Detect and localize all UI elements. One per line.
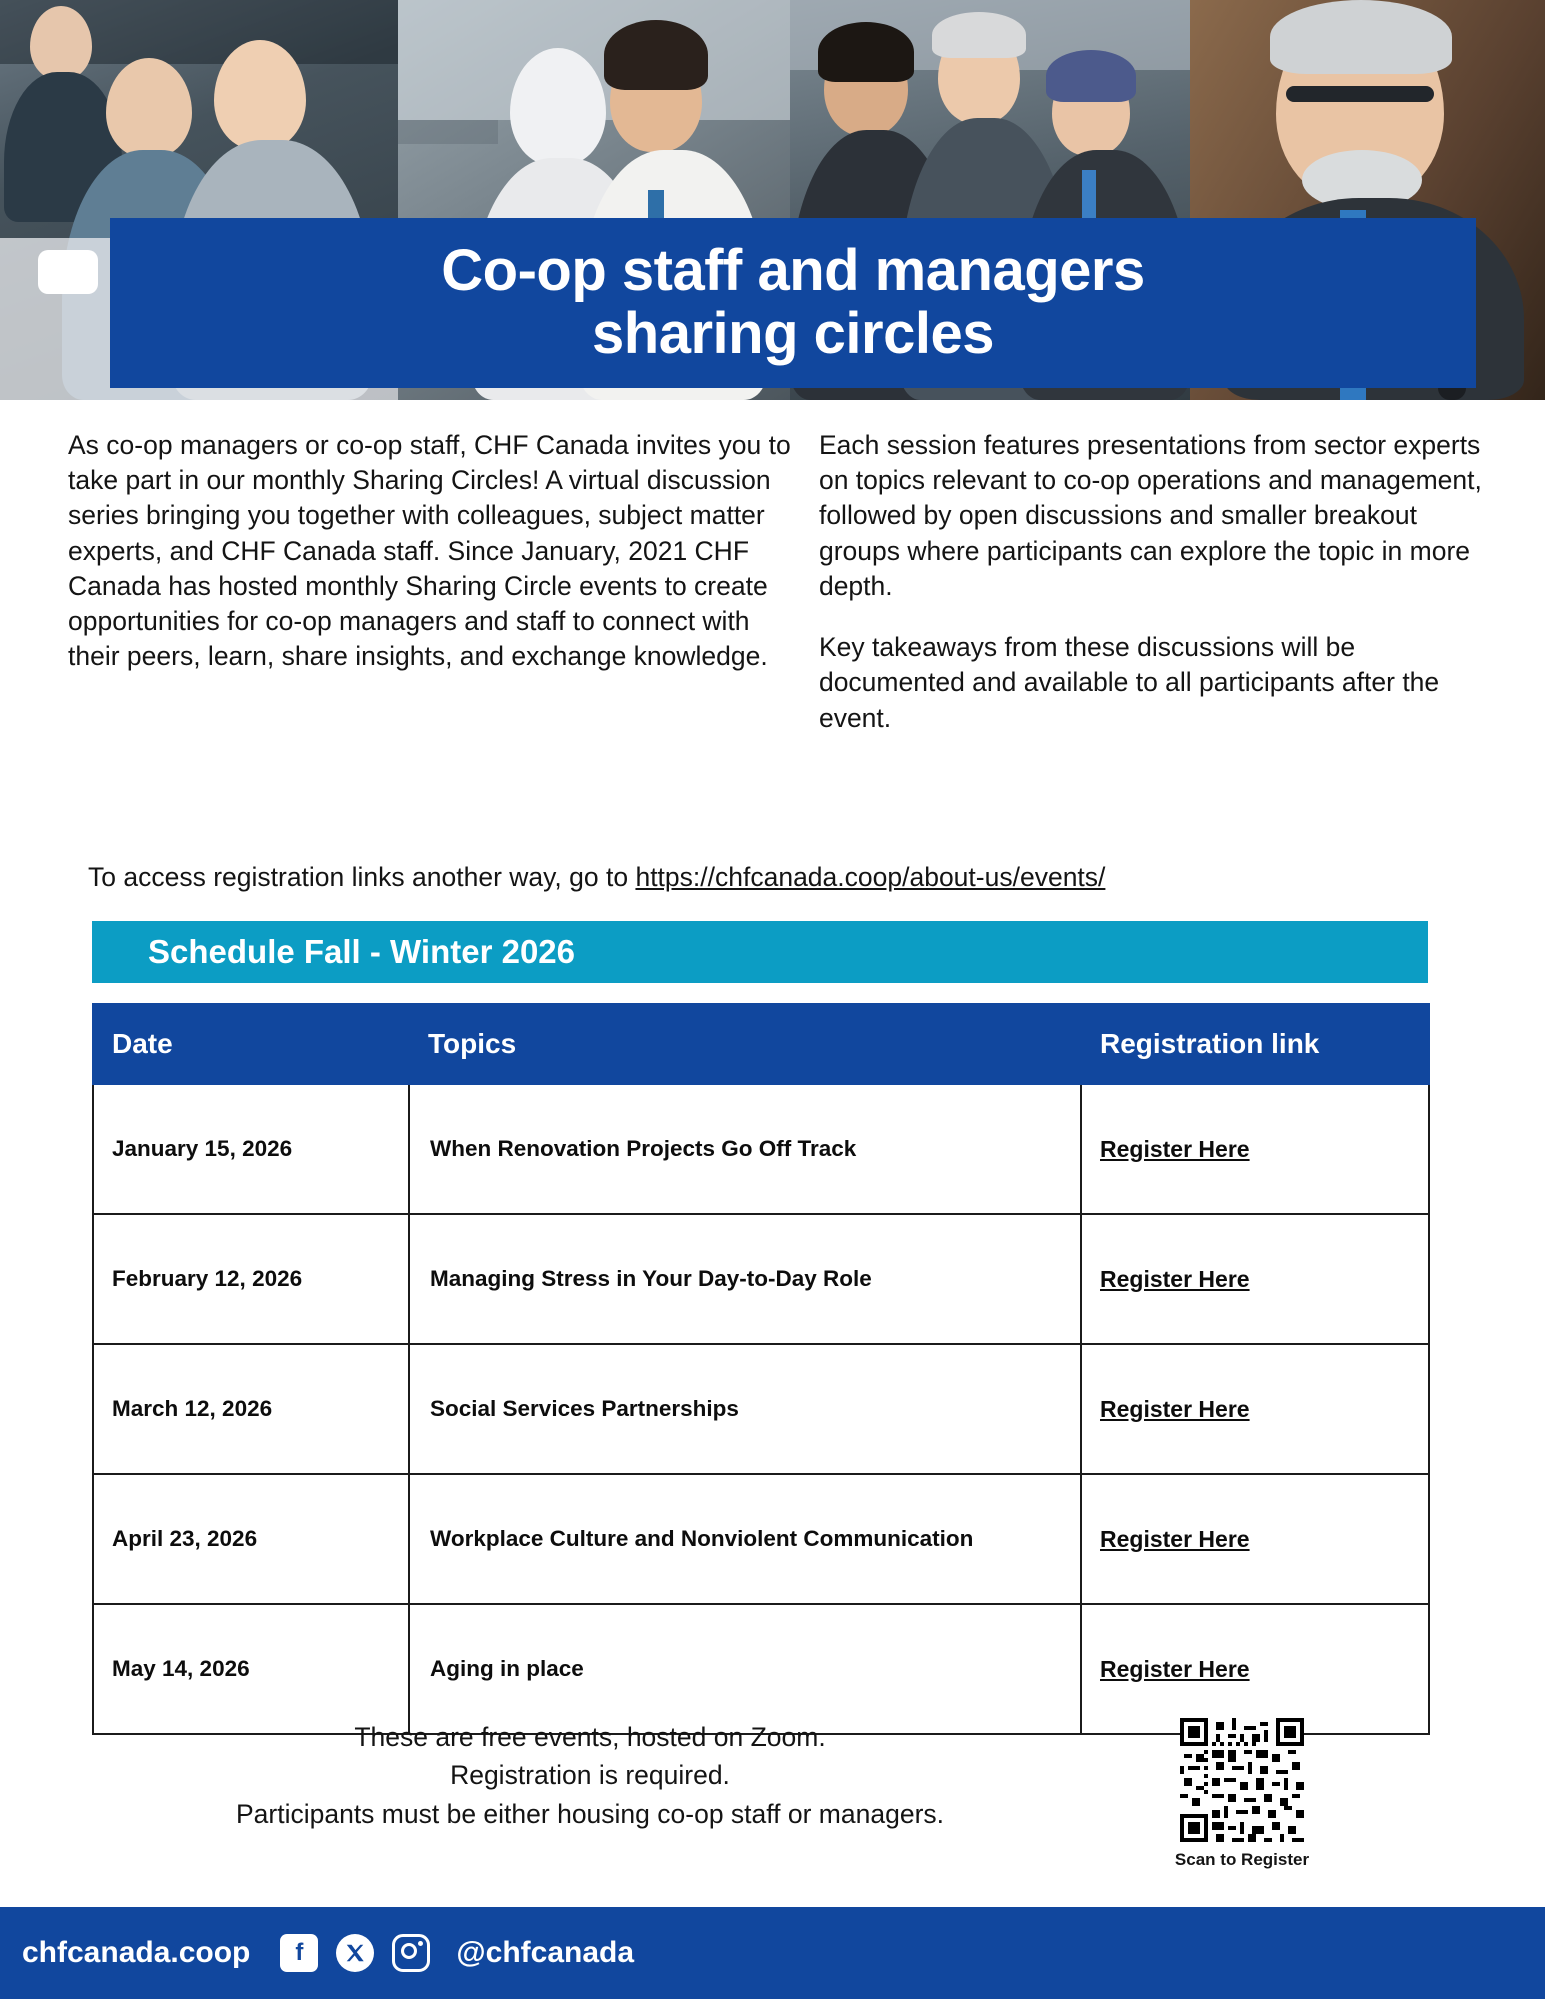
cell-date: May 14, 2026 xyxy=(93,1604,409,1734)
page-title-line2: sharing circles xyxy=(592,301,994,366)
register-link-february[interactable]: Register Here xyxy=(1100,1265,1250,1292)
cell-date: April 23, 2026 xyxy=(93,1474,409,1604)
instagram-icon[interactable] xyxy=(392,1934,430,1972)
footer-handle[interactable]: @chfcanada xyxy=(456,1936,635,1969)
schedule-heading: Schedule Fall - Winter 2026 xyxy=(148,933,576,970)
intro-right-paragraph-2: Key takeaways from these discussions will be documented and available to all participants after the event. xyxy=(818,632,1440,733)
cell-topic: Social Services Partnerships xyxy=(409,1344,1081,1474)
table-header-row xyxy=(93,1004,1429,1084)
qr-code-icon[interactable] xyxy=(1180,1718,1304,1842)
cell-date: February 12, 2026 xyxy=(93,1214,409,1344)
footer-bar xyxy=(0,1907,1545,1999)
register-link-march[interactable]: Register Here xyxy=(1100,1395,1250,1422)
cell-registration xyxy=(1081,1344,1429,1474)
cell-registration xyxy=(1081,1084,1429,1214)
schedule-heading-bar xyxy=(92,921,1428,983)
cell-registration xyxy=(1081,1214,1429,1344)
cell-topic: Aging in place xyxy=(409,1604,1081,1734)
table-row xyxy=(93,1214,1429,1344)
column-header-topics: Topics xyxy=(409,1004,1081,1084)
facebook-icon[interactable]: f xyxy=(280,1934,318,1972)
intro-left-column xyxy=(68,428,797,736)
register-link-january[interactable]: Register Here xyxy=(1100,1135,1250,1162)
intro-right-paragraph-1: Each session features presentations from sector experts on topics relevant to co-op operations and management, followed by open discussions and smaller breakout groups where participants can explore the topic in more depth. xyxy=(818,430,1482,601)
schedule-table-head xyxy=(93,1004,1429,1084)
cell-topic: Managing Stress in Your Day-to-Day Role xyxy=(409,1214,1081,1344)
qr-caption: Scan to Register xyxy=(1174,1850,1310,1869)
footnote-line-1: These are free events, hosted on Zoom. xyxy=(354,1722,826,1752)
qr-block xyxy=(1142,1718,1342,1870)
footer-website[interactable]: chfcanada.coop xyxy=(22,1936,251,1969)
intro-columns xyxy=(68,428,1488,736)
footnote-line-2: Registration is required. xyxy=(450,1760,730,1791)
table-row xyxy=(93,1344,1429,1474)
schedule-table-body xyxy=(93,1084,1429,1734)
table-row xyxy=(93,1604,1429,1734)
cell-registration xyxy=(1081,1474,1429,1604)
intro-left-paragraph: As co-op managers or co-op staff, CHF Canada invites you to take part in our monthly Sharing Circles! A virtual discussion series bringing you together with colleagues, subject matter experts, and CHF Canada staff. Since January, 2021 CHF Canada has hosted monthly Sharing Circle events to create opportunities for co-op managers and staff to connect with their peers, learn, share insights, and exchange knowledge. xyxy=(68,430,791,672)
footnote-line-3: Participants must be either housing co-op staff or managers. xyxy=(235,1798,945,1829)
access-text: To access registration links another way, go to xyxy=(88,862,636,892)
cell-date: March 12, 2026 xyxy=(93,1344,409,1474)
column-header-date: Date xyxy=(93,1004,409,1084)
page-title-line1: Co-op staff and managers xyxy=(441,238,1145,304)
x-twitter-icon[interactable] xyxy=(336,1934,374,1972)
registration-access-line xyxy=(88,862,1488,893)
register-link-april[interactable]: Register Here xyxy=(1100,1525,1250,1552)
footnotes xyxy=(60,1718,1120,1833)
events-page-link[interactable]: https://chfcanada.coop/about-us/events/ xyxy=(635,862,1106,892)
cell-date: January 15, 2026 xyxy=(93,1084,409,1214)
column-header-registration-link: Registration link xyxy=(1081,1004,1429,1084)
schedule-table xyxy=(92,1003,1430,1735)
cell-registration xyxy=(1081,1604,1429,1734)
register-link-may[interactable]: Register Here xyxy=(1100,1655,1250,1682)
cell-topic: When Renovation Projects Go Off Track xyxy=(409,1084,1081,1214)
intro-right-column xyxy=(819,428,1488,736)
table-row xyxy=(93,1474,1429,1604)
title-banner xyxy=(110,218,1476,388)
table-row xyxy=(93,1084,1429,1214)
page-title xyxy=(441,240,1144,365)
cell-topic: Workplace Culture and Nonviolent Communication xyxy=(409,1474,1081,1604)
